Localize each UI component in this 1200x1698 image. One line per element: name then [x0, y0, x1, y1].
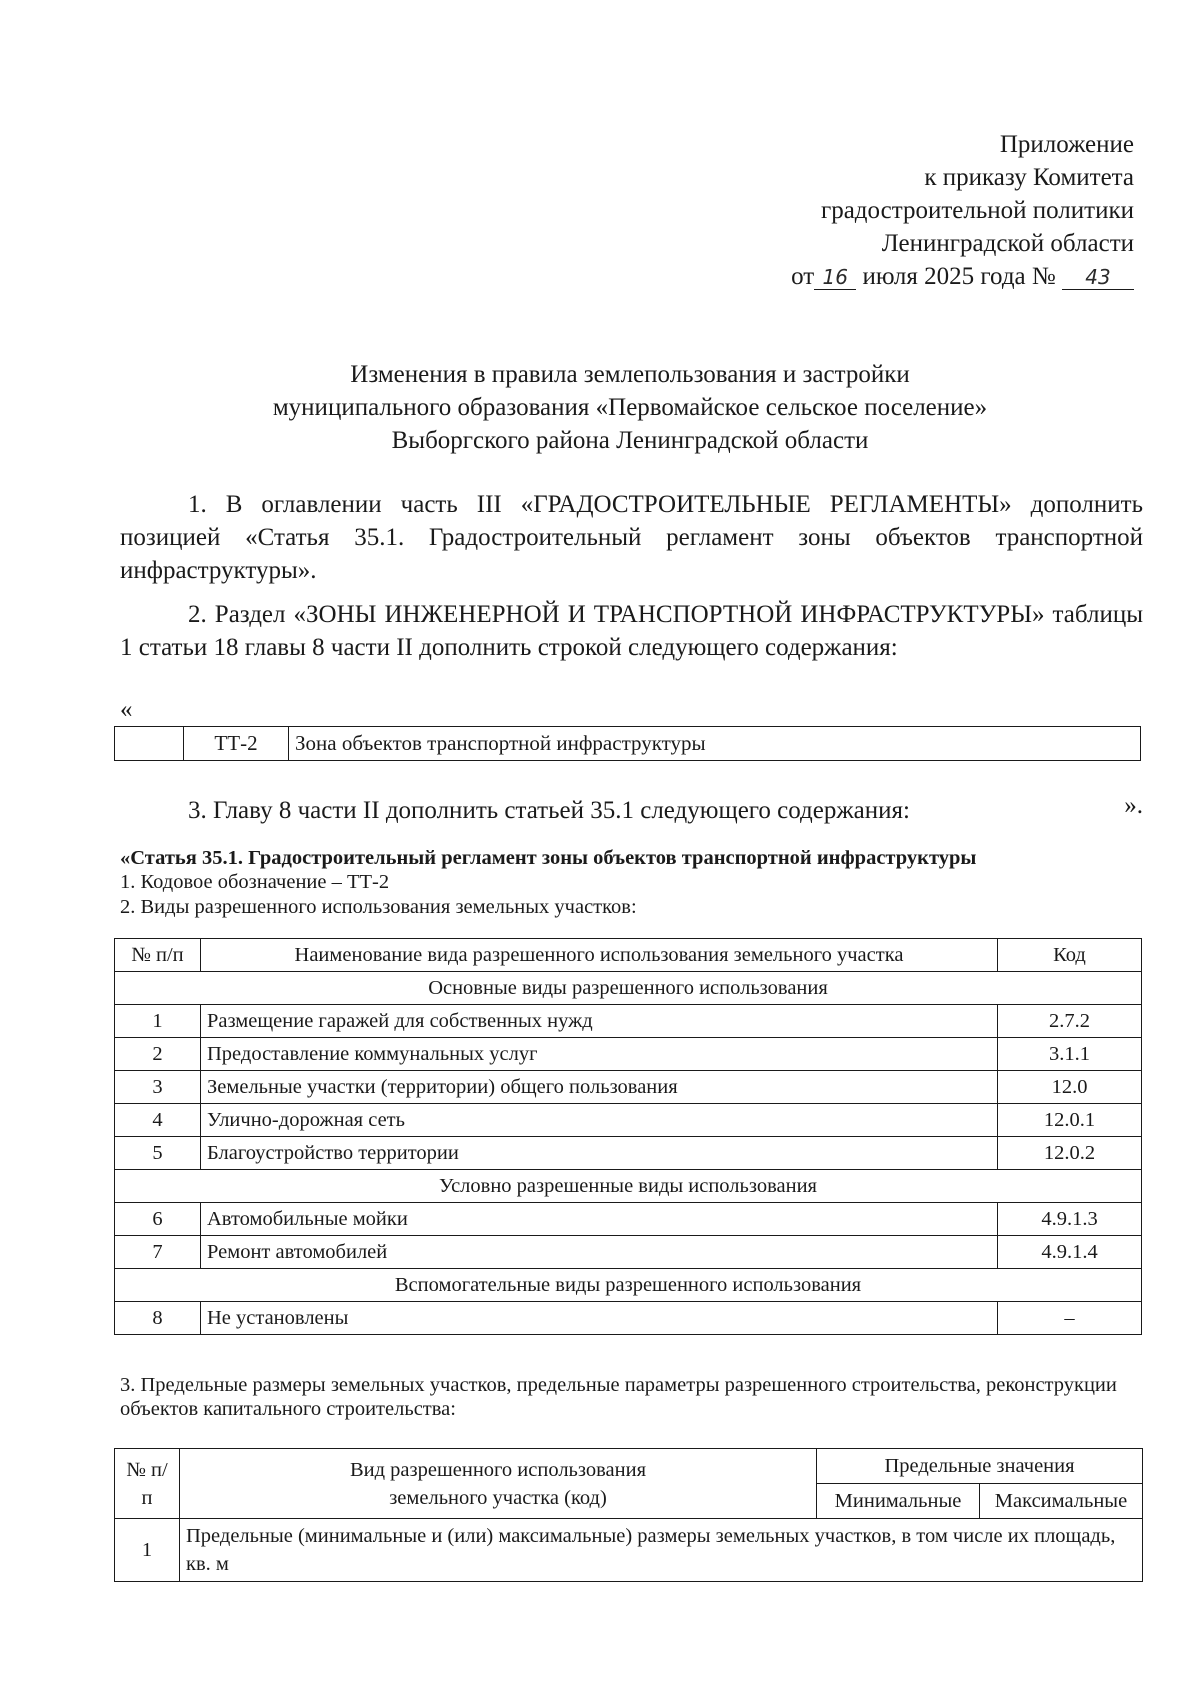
date-text: июля 2025 года № [862, 263, 1056, 290]
limits-table [114, 1448, 1143, 1582]
row-code: – [998, 1302, 1142, 1335]
section-row [115, 1269, 1142, 1302]
title-line: Выборгского района Ленинградской области [391, 427, 869, 454]
limits-intro: 3. Предельные размеры земельных участков, предельные параметры разрешенного строительства, реконструкции объектов капитального строительства: [120, 1374, 1117, 1420]
row-code: 4.9.1.3 [998, 1203, 1142, 1236]
row-text: Предельные (минимальные и (или) максимальные) размеры земельных участков, в том числе их площадь, кв. м [180, 1519, 1143, 1582]
header-kind: Вид разрешенного использования земельного участка (код) [180, 1449, 817, 1519]
zone-row-table [114, 726, 1141, 761]
row-num: 6 [115, 1203, 201, 1236]
row-name: Автомобильные мойки [201, 1203, 998, 1236]
row-name: Предоставление коммунальных услуг [201, 1038, 998, 1071]
zone-empty-cell [115, 727, 184, 761]
header-name: Наименование вида разрешенного использования земельного участка [201, 939, 998, 972]
appendix-date-line [791, 260, 1134, 293]
row-code: 12.0 [998, 1071, 1142, 1104]
header-min: Минимальные [817, 1484, 980, 1519]
row-code: 3.1.1 [998, 1038, 1142, 1071]
appendix-line: Приложение [999, 131, 1134, 158]
article-heading: «Статья 35.1. Градостроительный регламент зоны объектов транспортной инфраструктуры [120, 847, 977, 869]
handwritten-day: 16 [814, 265, 856, 290]
row-name: Благоустройство территории [201, 1137, 998, 1170]
row-num: 5 [115, 1137, 201, 1170]
row-name: Не установлены [201, 1302, 998, 1335]
header-num: № п/п [115, 1449, 180, 1519]
row-name: Размещение гаражей для собственных нужд [201, 1005, 998, 1038]
header-max: Максимальные [980, 1484, 1143, 1519]
row-num: 4 [115, 1104, 201, 1137]
handwritten-number: 43 [1062, 265, 1134, 290]
row-num: 2 [115, 1038, 201, 1071]
row-num: 1 [115, 1519, 180, 1582]
section-conditional: Условно разрешенные виды использования [115, 1170, 1142, 1203]
table-header-row [115, 939, 1142, 972]
section-aux: Вспомогательные виды разрешенного использования [115, 1269, 1142, 1302]
paragraph-1: 1. В оглавлении часть III «ГРАДОСТРОИТЕЛЬНЫЕ РЕГЛАМЕНТЫ» дополнить позицией «Статья 35.1. Градостроительный регламент зоны объектов транспортной инфраструктуры». [120, 491, 1143, 584]
section-row [115, 1170, 1142, 1203]
paragraph-3: 3. Главу 8 части II дополнить статьей 35.1 следующего содержания: [188, 797, 910, 824]
table-row [115, 1519, 1143, 1582]
row-name: Улично-дорожная сеть [201, 1104, 998, 1137]
table-row [115, 727, 1141, 761]
document-title [120, 358, 1140, 457]
table-row [115, 1005, 1142, 1038]
header-limits: Предельные значения [817, 1449, 1143, 1484]
table-row [115, 1137, 1142, 1170]
row-code: 12.0.2 [998, 1137, 1142, 1170]
appendix-line: Ленинградской области [881, 230, 1134, 257]
table-row [115, 1104, 1142, 1137]
title-line: муниципального образования «Первомайское сельское поселение» [272, 394, 988, 421]
appendix-line: к приказу Комитета [924, 164, 1134, 191]
code-designation: 1. Кодовое обозначение – ТТ-2 [120, 871, 390, 893]
appendix-line: градостроительной политики [820, 197, 1134, 224]
row-num: 7 [115, 1236, 201, 1269]
row-num: 3 [115, 1071, 201, 1104]
table-row [115, 1236, 1142, 1269]
table-header-row [115, 1449, 1143, 1484]
quote-close: ». [1124, 792, 1143, 819]
table-row [115, 1302, 1142, 1335]
row-num: 8 [115, 1302, 201, 1335]
row-code: 12.0.1 [998, 1104, 1142, 1137]
permitted-uses-table [114, 938, 1142, 1335]
table-row [115, 1038, 1142, 1071]
header-code: Код [998, 939, 1142, 972]
row-name: Земельные участки (территории) общего пользования [201, 1071, 998, 1104]
table-row [115, 1203, 1142, 1236]
date-prefix: от [791, 263, 815, 290]
header-num: № п/п [115, 939, 201, 972]
quote-open: « [120, 696, 133, 723]
uses-intro: 2. Виды разрешенного использования земельных участков: [120, 896, 637, 918]
table-row [115, 1071, 1142, 1104]
appendix-header [791, 128, 1134, 293]
zone-name-cell: Зона объектов транспортной инфраструктуры [289, 727, 1141, 761]
zone-code-cell: ТТ-2 [184, 727, 289, 761]
title-line: Изменения в правила землепользования и застройки [350, 361, 910, 388]
row-code: 4.9.1.4 [998, 1236, 1142, 1269]
section-main: Основные виды разрешенного использования [115, 972, 1142, 1005]
row-num: 1 [115, 1005, 201, 1038]
paragraph-2: 2. Раздел «ЗОНЫ ИНЖЕНЕРНОЙ И ТРАНСПОРТНОЙ ИНФРАСТРУКТУРЫ» таблицы 1 статьи 18 главы 8 части II дополнить строкой следующего содержания: [120, 601, 1143, 661]
row-code: 2.7.2 [998, 1005, 1142, 1038]
section-row [115, 972, 1142, 1005]
row-name: Ремонт автомобилей [201, 1236, 998, 1269]
